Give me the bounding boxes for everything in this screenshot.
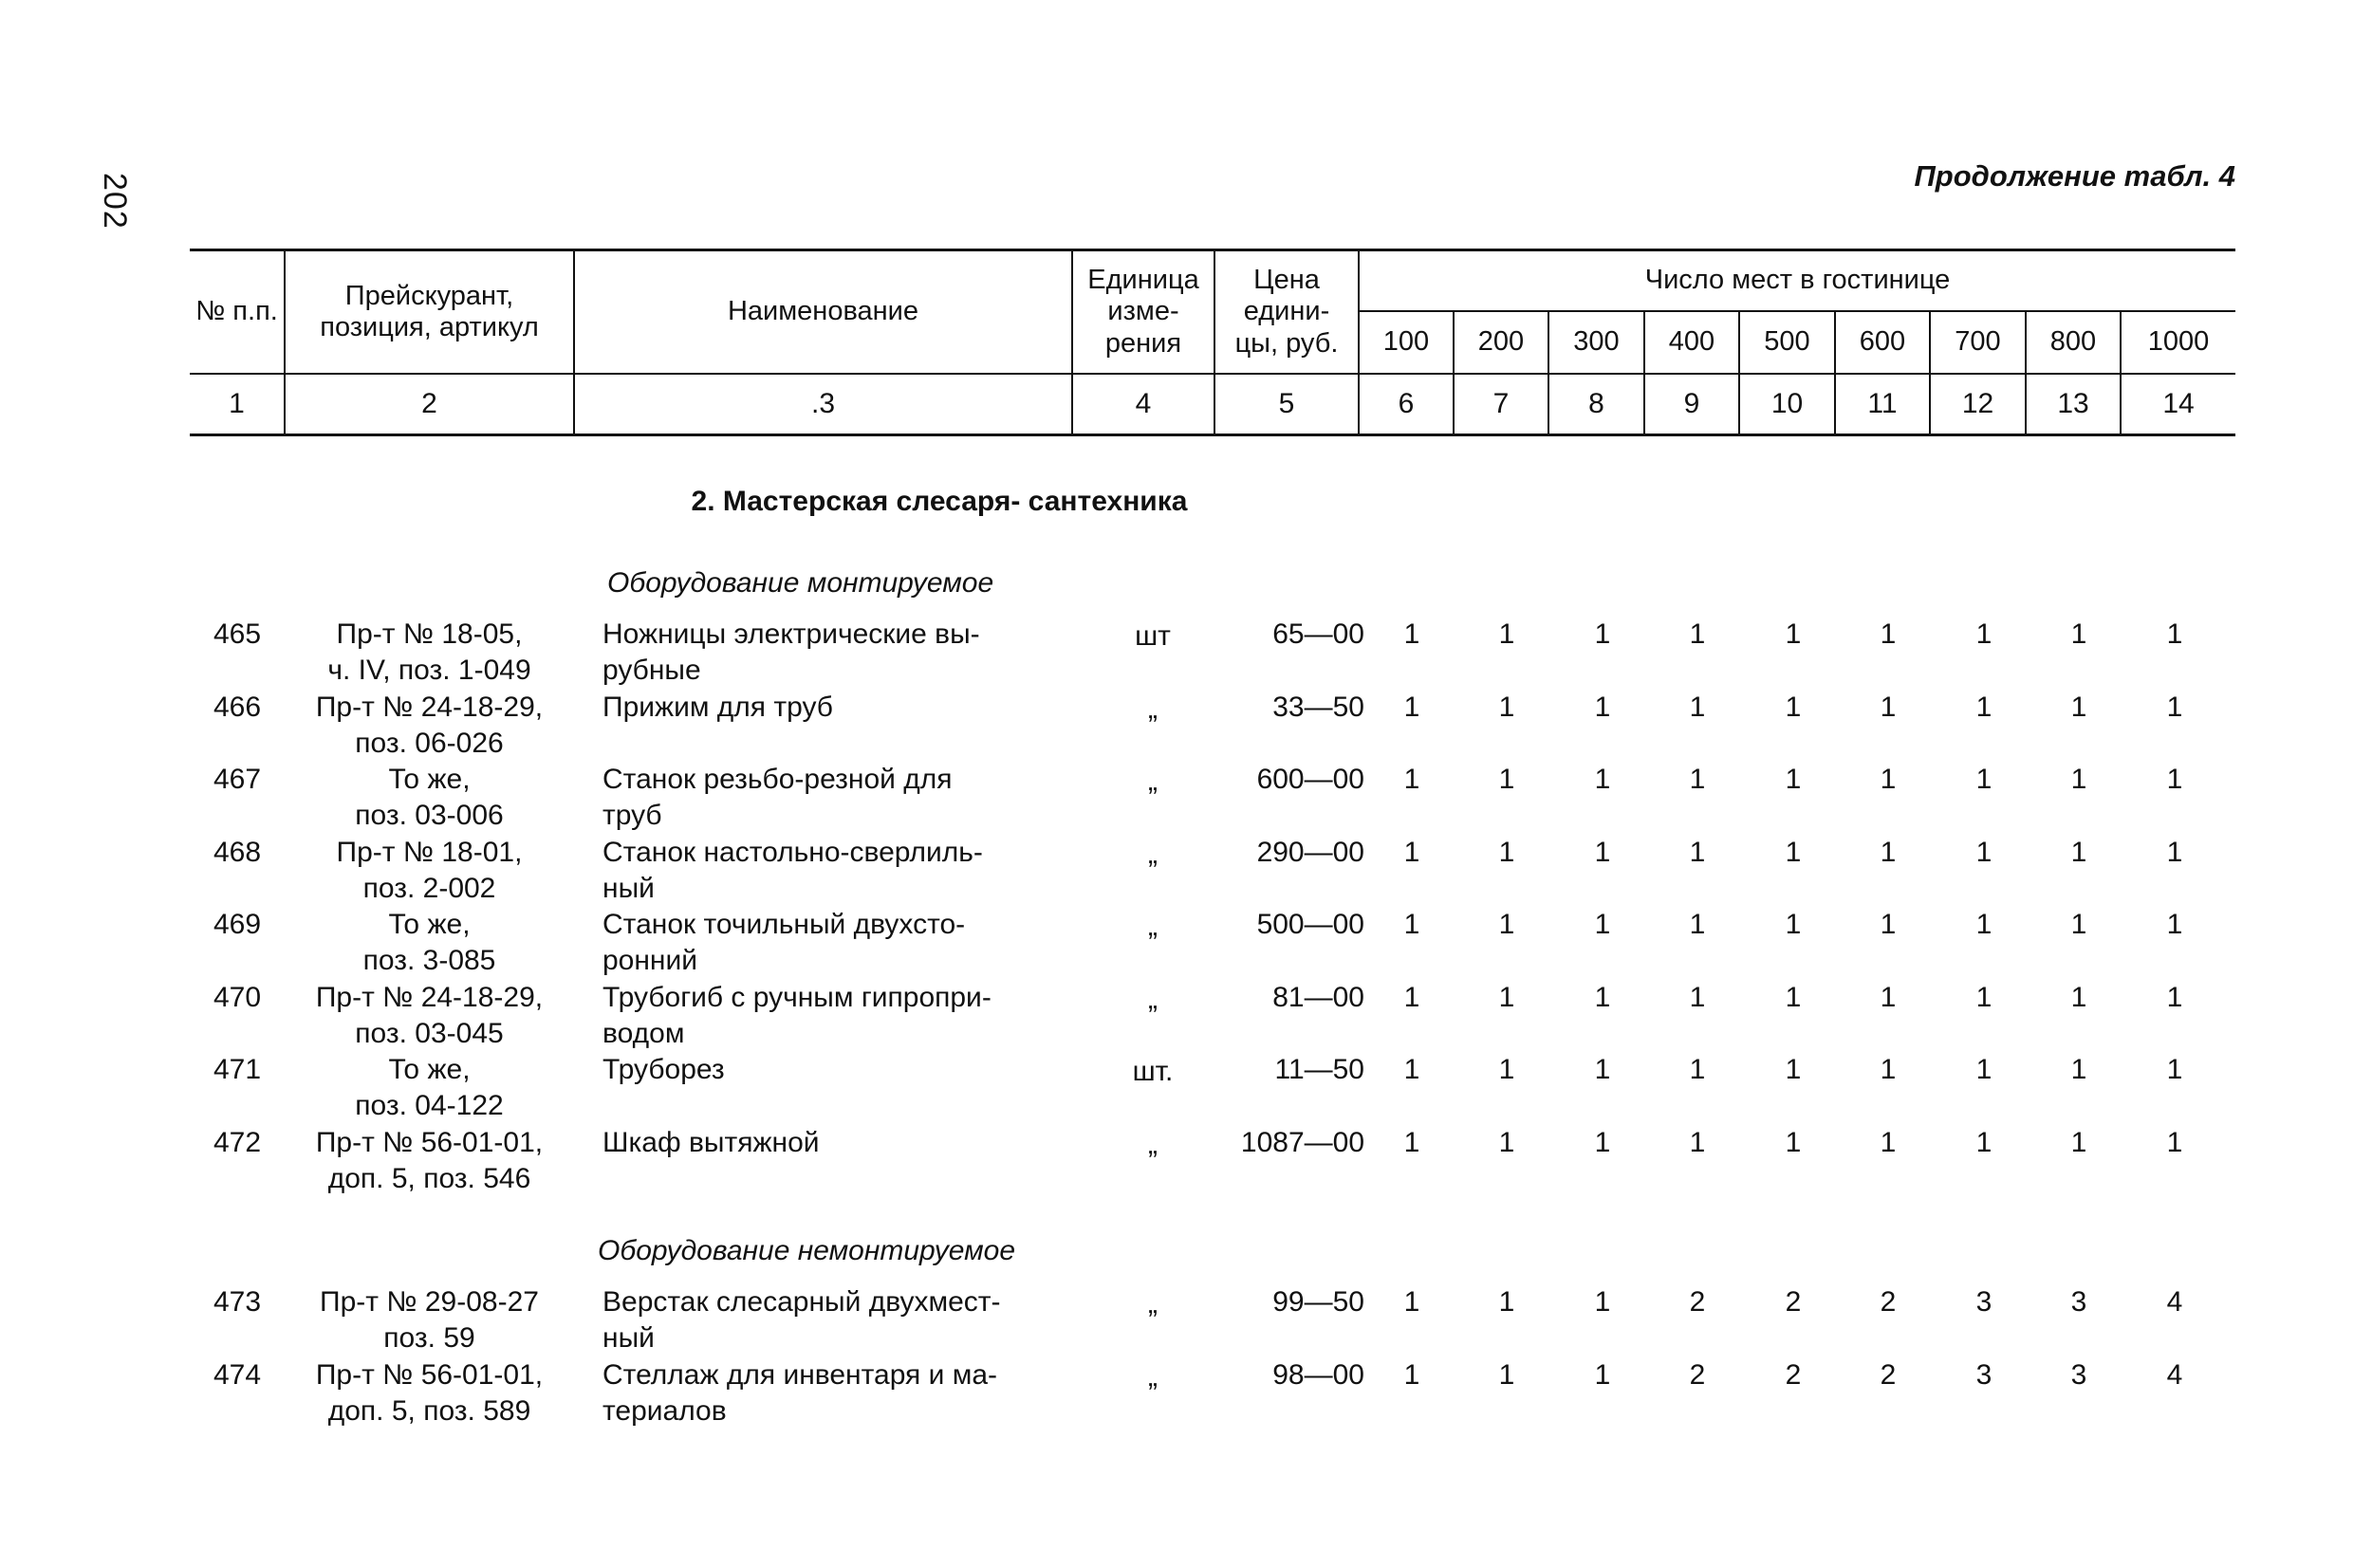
quantity-cell: 1 — [1785, 618, 1802, 650]
pricelist-cell — [285, 617, 574, 689]
column-number: .3 — [574, 374, 1072, 435]
unit-cell: „ — [1148, 1128, 1158, 1160]
price-cell: 500—00 — [1256, 909, 1364, 940]
table-row — [190, 1125, 2235, 1197]
pricelist-line: Пр-т № 18-01, — [336, 836, 523, 868]
name-line: териалов — [602, 1394, 727, 1427]
name-line: рубные — [602, 655, 701, 686]
name-line: Прижим для труб — [602, 691, 833, 723]
name-cell — [602, 1357, 1096, 1430]
row-number: 471 — [213, 1054, 262, 1085]
pricelist-line: То же, — [388, 1054, 471, 1085]
header-place: 800 — [2026, 311, 2121, 374]
quantity-cell: 1 — [2166, 1054, 2183, 1085]
quantity-cell: 1 — [1498, 618, 1515, 650]
column-number: 8 — [1548, 374, 1644, 435]
quantity-cell: 2 — [1880, 1358, 1897, 1391]
quantity-cell: 1 — [2070, 909, 2087, 940]
pricelist-line: Пр-т № 24-18-29, — [315, 981, 544, 1013]
quantity-cell: 1 — [1403, 1054, 1420, 1085]
continuation-label: Продолжение табл. 4 — [1914, 159, 2235, 193]
quantity-cell: 1 — [1403, 1358, 1420, 1391]
row-number: 474 — [213, 1358, 262, 1391]
name-line: Ножницы электрические вы- — [602, 618, 980, 650]
row-number: 465 — [213, 618, 262, 650]
page-number: 202 — [97, 173, 133, 230]
pricelist-line: доп. 5, поз. 546 — [327, 1162, 531, 1194]
quantity-cell: 1 — [2070, 1126, 2087, 1158]
price-cell: 33—50 — [1272, 691, 1364, 723]
price-cell: 1087—00 — [1240, 1126, 1364, 1158]
quantity-cell: 3 — [1975, 1358, 1993, 1391]
quantity-cell: 1 — [1975, 618, 1993, 650]
quantity-cell: 1 — [1594, 764, 1611, 795]
pricelist-cell — [285, 1052, 574, 1124]
pricelist-line: Пр-т № 56-01-01, — [315, 1358, 544, 1391]
quantity-cell: 1 — [1975, 764, 1993, 795]
quantity-cell: 3 — [2070, 1286, 2087, 1318]
quantity-cell: 1 — [1498, 1054, 1515, 1085]
name-line: Шкаф вытяжной — [602, 1126, 820, 1158]
quantity-cell: 2 — [1689, 1286, 1706, 1318]
quantity-cell: 1 — [2166, 618, 2183, 650]
header-places: Число мест в гостинице — [1359, 250, 2235, 312]
row-number: 472 — [213, 1126, 262, 1158]
table-row — [190, 762, 2235, 834]
name-line: Трубогиб с ручным гипропри- — [602, 981, 992, 1013]
quantity-cell: 1 — [1594, 691, 1611, 723]
quantity-cell: 1 — [2070, 764, 2087, 795]
quantity-cell: 1 — [1594, 981, 1611, 1013]
column-number: 2 — [285, 374, 574, 435]
column-number: 11 — [1835, 374, 1930, 435]
column-number: 10 — [1739, 374, 1835, 435]
quantity-cell: 1 — [1689, 981, 1706, 1013]
pricelist-line: ч. IV, поз. 1-049 — [327, 655, 531, 686]
row-number: 468 — [213, 836, 262, 868]
quantity-cell: 1 — [1403, 1286, 1420, 1318]
quantity-cell: 1 — [1403, 764, 1420, 795]
price-cell: 98—00 — [1272, 1358, 1364, 1391]
pricelist-line: То же, — [388, 909, 471, 940]
row-number: 473 — [213, 1286, 262, 1318]
header-place: 100 — [1359, 311, 1454, 374]
quantity-cell: 1 — [1594, 1286, 1611, 1318]
price-cell: 600—00 — [1256, 764, 1364, 795]
quantity-cell: 1 — [1403, 981, 1420, 1013]
header-no: № п.п. — [190, 250, 285, 375]
name-line: ный — [602, 872, 655, 904]
header-pricelist: Прейскурант, позиция, артикул — [285, 250, 574, 375]
unit-cell: „ — [1148, 692, 1158, 725]
quantity-cell: 1 — [1975, 691, 1993, 723]
quantity-cell: 1 — [1403, 836, 1420, 868]
quantity-cell: 1 — [1594, 909, 1611, 940]
price-cell: 65—00 — [1272, 618, 1364, 650]
quantity-cell: 1 — [1403, 1126, 1420, 1158]
header-place: 300 — [1548, 311, 1644, 374]
quantity-cell: 1 — [2166, 691, 2183, 723]
name-line: Станок настольно-сверлиль- — [602, 836, 983, 868]
quantity-cell: 4 — [2166, 1286, 2183, 1318]
quantity-cell: 1 — [1689, 909, 1706, 940]
pricelist-cell — [285, 907, 574, 979]
quantity-cell: 1 — [2166, 1126, 2183, 1158]
quantity-cell: 1 — [1594, 1054, 1611, 1085]
price-cell: 11—50 — [1274, 1054, 1364, 1085]
quantity-cell: 3 — [2070, 1358, 2087, 1391]
quantity-cell: 1 — [1689, 1126, 1706, 1158]
unit-cell: „ — [1148, 838, 1158, 870]
subsection-title: Оборудование монтируемое — [607, 567, 994, 599]
quantity-cell: 1 — [1880, 691, 1897, 723]
quantity-cell: 1 — [1498, 691, 1515, 723]
pricelist-line: То же, — [388, 764, 471, 795]
name-line: ронний — [602, 945, 698, 976]
pricelist-cell — [285, 762, 574, 834]
row-number: 467 — [213, 764, 262, 795]
name-line: водом — [602, 1017, 685, 1049]
table-row — [190, 980, 2235, 1052]
name-line: Станок точильный двухсто- — [602, 909, 966, 940]
name-cell — [602, 690, 1096, 726]
quantity-cell: 1 — [1689, 618, 1706, 650]
quantity-cell: 1 — [2070, 981, 2087, 1013]
quantity-cell: 1 — [1785, 1126, 1802, 1158]
name-line: Стеллаж для инвентаря и ма- — [602, 1358, 998, 1391]
quantity-cell: 1 — [2166, 981, 2183, 1013]
column-number: 9 — [1644, 374, 1739, 435]
section-title: 2. Мастерская слесаря- сантехника — [691, 486, 1188, 517]
column-number: 13 — [2026, 374, 2121, 435]
pricelist-line: Пр-т № 24-18-29, — [315, 691, 544, 723]
quantity-cell: 1 — [1403, 691, 1420, 723]
quantity-cell: 1 — [1689, 764, 1706, 795]
table-header — [190, 249, 2235, 436]
unit-cell: „ — [1148, 911, 1158, 942]
pricelist-line: поз. 03-045 — [355, 1017, 504, 1049]
table-row — [190, 907, 2235, 979]
header-place: 200 — [1454, 311, 1548, 374]
column-number: 14 — [2121, 374, 2235, 435]
column-number: 5 — [1214, 374, 1359, 435]
subsection-title: Оборудование немонтируемое — [598, 1235, 1016, 1266]
name-cell — [602, 617, 1096, 689]
quantity-cell: 1 — [1403, 618, 1420, 650]
name-cell — [602, 1052, 1096, 1088]
quantity-cell: 1 — [1785, 909, 1802, 940]
unit-cell: „ — [1148, 766, 1158, 797]
name-line: Верстак слесарный двухмест- — [602, 1286, 1001, 1318]
quantity-cell: 1 — [2070, 1054, 2087, 1085]
quantity-cell: 1 — [1785, 836, 1802, 868]
pricelist-cell — [285, 1357, 574, 1430]
name-cell — [602, 1125, 1096, 1161]
table-row — [190, 617, 2235, 689]
row-number: 466 — [213, 691, 262, 723]
quantity-cell: 1 — [1689, 836, 1706, 868]
quantity-cell: 3 — [1975, 1286, 1993, 1318]
quantity-cell: 2 — [1689, 1358, 1706, 1391]
unit-cell: „ — [1148, 983, 1158, 1015]
price-cell: 81—00 — [1272, 981, 1364, 1013]
pricelist-line: Пр-т № 56-01-01, — [315, 1126, 544, 1158]
quantity-cell: 1 — [1594, 1358, 1611, 1391]
column-number: 4 — [1072, 374, 1214, 435]
name-line: Станок резьбо-резной для — [602, 764, 953, 795]
pricelist-line: поз. 3-085 — [362, 945, 496, 976]
pricelist-cell — [285, 690, 574, 762]
pricelist-line: поз. 03-006 — [355, 800, 504, 831]
table-row — [190, 1284, 2235, 1356]
quantity-cell: 1 — [1594, 618, 1611, 650]
quantity-cell: 1 — [1975, 836, 1993, 868]
quantity-cell: 2 — [1785, 1286, 1802, 1318]
quantity-cell: 1 — [2070, 618, 2087, 650]
quantity-cell: 1 — [1594, 836, 1611, 868]
quantity-cell: 1 — [1594, 1126, 1611, 1158]
header-place: 600 — [1835, 311, 1930, 374]
quantity-cell: 1 — [1498, 836, 1515, 868]
quantity-cell: 1 — [2166, 764, 2183, 795]
pricelist-line: Пр-т № 29-08-27 — [320, 1286, 539, 1318]
quantity-cell: 1 — [2166, 909, 2183, 940]
header-unit: Единица изме- рения — [1072, 250, 1214, 375]
quantity-cell: 1 — [1975, 1126, 1993, 1158]
name-cell — [602, 1284, 1096, 1356]
quantity-cell: 1 — [1498, 1358, 1515, 1391]
quantity-cell: 1 — [1498, 909, 1515, 940]
pricelist-cell — [285, 1284, 574, 1356]
pricelist-line: доп. 5, поз. 589 — [327, 1394, 531, 1427]
quantity-cell: 2 — [1880, 1286, 1897, 1318]
pricelist-cell — [285, 835, 574, 907]
quantity-cell: 1 — [1498, 981, 1515, 1013]
table-row — [190, 1357, 2235, 1430]
unit-cell: „ — [1148, 1288, 1158, 1319]
table-row — [190, 690, 2235, 762]
name-line: ный — [602, 1322, 655, 1354]
unit-cell: „ — [1148, 1360, 1158, 1393]
row-number: 469 — [213, 909, 262, 940]
quantity-cell: 1 — [1880, 618, 1897, 650]
name-line: труб — [602, 800, 662, 831]
name-cell — [602, 980, 1096, 1052]
quantity-cell: 1 — [1785, 1054, 1802, 1085]
pricelist-line: поз. 06-026 — [355, 727, 504, 759]
quantity-cell: 1 — [1975, 981, 1993, 1013]
pricelist-cell — [285, 980, 574, 1052]
unit-cell: шт — [1135, 620, 1171, 652]
quantity-cell: 4 — [2166, 1358, 2183, 1391]
quantity-cell: 1 — [1689, 691, 1706, 723]
header-place: 500 — [1739, 311, 1835, 374]
header-name: Наименование — [574, 250, 1072, 375]
header-place: 700 — [1930, 311, 2026, 374]
unit-cell: шт. — [1132, 1056, 1174, 1087]
pricelist-line: поз. 2-002 — [362, 872, 496, 904]
quantity-cell: 1 — [1880, 836, 1897, 868]
name-cell — [602, 835, 1096, 907]
quantity-cell: 1 — [1880, 981, 1897, 1013]
quantity-cell: 1 — [1785, 691, 1802, 723]
column-number: 6 — [1359, 374, 1454, 435]
name-cell — [602, 762, 1096, 834]
quantity-cell: 1 — [1975, 1054, 1993, 1085]
quantity-cell: 1 — [1403, 909, 1420, 940]
quantity-cell: 1 — [1498, 1126, 1515, 1158]
column-number: 12 — [1930, 374, 2026, 435]
quantity-cell: 1 — [1880, 764, 1897, 795]
header-place: 1000 — [2121, 311, 2235, 374]
row-number: 470 — [213, 981, 262, 1013]
quantity-cell: 1 — [1880, 1054, 1897, 1085]
header-place: 400 — [1644, 311, 1739, 374]
price-cell: 99—50 — [1272, 1286, 1364, 1318]
quantity-cell: 1 — [1975, 909, 1993, 940]
quantity-cell: 1 — [2070, 836, 2087, 868]
header-price: Цена едини- цы, руб. — [1214, 250, 1359, 375]
quantity-cell: 1 — [1880, 909, 1897, 940]
column-number: 7 — [1454, 374, 1548, 435]
name-line: Труборез — [602, 1054, 725, 1085]
quantity-cell: 1 — [1785, 981, 1802, 1013]
quantity-cell: 1 — [2070, 691, 2087, 723]
quantity-cell: 1 — [1785, 764, 1802, 795]
pricelist-line: поз. 04-122 — [355, 1090, 504, 1121]
price-cell: 290—00 — [1256, 836, 1364, 868]
quantity-cell: 1 — [1498, 1286, 1515, 1318]
table-row — [190, 835, 2235, 907]
quantity-cell: 1 — [2166, 836, 2183, 868]
column-number: 1 — [190, 374, 285, 435]
quantity-cell: 1 — [1689, 1054, 1706, 1085]
quantity-cell: 1 — [1880, 1126, 1897, 1158]
pricelist-cell — [285, 1125, 574, 1197]
table-row — [190, 1052, 2235, 1124]
pricelist-line: поз. 59 — [383, 1322, 475, 1354]
quantity-cell: 2 — [1785, 1358, 1802, 1391]
quantity-cell: 1 — [1498, 764, 1515, 795]
pricelist-line: Пр-т № 18-05, — [336, 618, 523, 650]
name-cell — [602, 907, 1096, 979]
